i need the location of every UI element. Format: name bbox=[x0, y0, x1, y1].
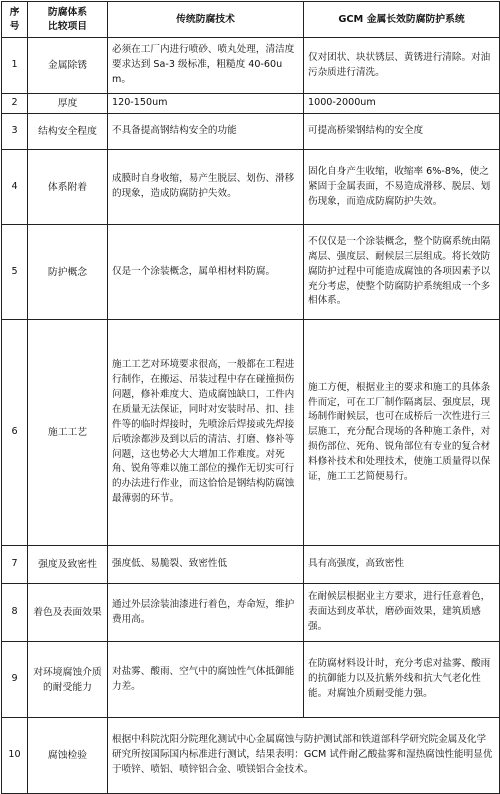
row-item: 厚度 bbox=[28, 94, 108, 114]
table-row bbox=[2, 642, 500, 718]
row-item: 施工工艺 bbox=[28, 320, 108, 546]
row-no: 8 bbox=[2, 584, 28, 642]
row-gcm: 可提高桥梁钢结构的安全度 bbox=[304, 114, 500, 150]
row-traditional: 必须在工厂内进行喷砂、喷丸处理，清洁度要求达到 Sa-3 级标准，粗糙度 40-60um。 bbox=[108, 38, 304, 94]
row-gcm: 在耐候层根据业主方要求，进行任意着色，表面达到皮革状，磨砂面效果，建筑质感强。 bbox=[304, 584, 500, 642]
header-gcm: GCM 金属长效防腐防护系统 bbox=[304, 2, 500, 38]
row-gcm: 1000-2000um bbox=[304, 94, 500, 114]
row-no: 4 bbox=[2, 150, 28, 225]
row-traditional: 施工工艺对环境要求很高，一般都在工程进行制作，在搬运、吊装过程中存在碰撞损伤问题，修补难度大、造成腐蚀缺口，工件内在质量无法保证，同时对安装时吊、扣、挂件等的临时焊接时，先喷涂后焊接或先焊接后喷涂都涉及到以后的清洁、打磨、修补等问题，这也势必大大增加工作难度。对死角、锐角等难以施工部位的操作无切实可行的办法进行作业，而这恰恰是钢结构防腐蚀最薄弱的环节。 bbox=[108, 320, 304, 546]
header-no: 序 号 bbox=[2, 2, 28, 38]
comparison-table bbox=[1, 1, 500, 794]
row-no: 10 bbox=[2, 718, 28, 794]
row-traditional: 成膜时自身收缩，易产生脱层、划伤、滑移的现象，造成防腐防护失效。 bbox=[108, 150, 304, 225]
table-row bbox=[2, 718, 500, 794]
header-row bbox=[2, 2, 500, 38]
table-row bbox=[2, 38, 500, 94]
table-row bbox=[2, 320, 500, 546]
row-item: 体系附着 bbox=[28, 150, 108, 225]
row-traditional: 强度低、易脆裂、致密性低 bbox=[108, 546, 304, 584]
row-traditional: 不具备提高钢结构安全的功能 bbox=[108, 114, 304, 150]
table-row bbox=[2, 584, 500, 642]
table-row bbox=[2, 114, 500, 150]
table-row bbox=[2, 94, 500, 114]
row-item: 腐蚀检验 bbox=[28, 718, 108, 794]
row-item: 着色及表面效果 bbox=[28, 584, 108, 642]
row-item: 结构安全程度 bbox=[28, 114, 108, 150]
row-item: 对环境腐蚀介质的耐受能力 bbox=[28, 642, 108, 718]
row-no: 3 bbox=[2, 114, 28, 150]
row-gcm: 具有高强度，高致密性 bbox=[304, 546, 500, 584]
row-traditional: 对盐雾、酸雨、空气中的腐蚀性气体抵御能力差。 bbox=[108, 642, 304, 718]
table-row bbox=[2, 150, 500, 225]
row-gcm: 固化自身产生收缩，收缩率 6%-8%，使之紧固于金属表面，不易造成滑移、脱层、划伤现象，而造成防腐防护失效。 bbox=[304, 150, 500, 225]
header-traditional: 传统防腐技术 bbox=[108, 2, 304, 38]
row-no: 2 bbox=[2, 94, 28, 114]
row-traditional: 通过外层涂装油漆进行着色，寿命短，维护费用高。 bbox=[108, 584, 304, 642]
row-gcm: 仅对团状、块状锈层、黄锈进行清除。对油污杂质进行清洗。 bbox=[304, 38, 500, 94]
row-no: 6 bbox=[2, 320, 28, 546]
row-gcm: 在防腐材料设计时，充分考虑对盐雾、酸雨的抗御能力以及抗紫外线和抗大气老化性能。对腐蚀介质耐受能力强。 bbox=[304, 642, 500, 718]
row-item: 防护概念 bbox=[28, 225, 108, 320]
row-gcm: 不仅仅是一个涂装概念，整个防腐系统由隔离层、强度层、耐候层三层组成。将长效防腐防护过程中可能造成腐蚀的各项因素予以充分考虑，使整个防腐防护系统组成一个多相体系。 bbox=[304, 225, 500, 320]
row-merged-result: 根据中科院沈阳分院理化测试中心金属腐蚀与防护测试部和铁道部科学研究院金属及化学研究所按国际国内标准进行测试，结果表明：GCM 试件耐乙酸盐雾和湿热腐蚀性能明显优于喷锌、喷铝、喷锌铝合金、喷镁铝合金技术。 bbox=[108, 718, 500, 794]
row-no: 1 bbox=[2, 38, 28, 94]
table-row bbox=[2, 546, 500, 584]
row-no: 5 bbox=[2, 225, 28, 320]
table-row bbox=[2, 225, 500, 320]
row-traditional: 仅是一个涂装概念，属单相材料防腐。 bbox=[108, 225, 304, 320]
row-gcm: 施工方便，根据业主的要求和施工的具体条件而定，可在工厂制作隔离层、强度层，现场制作耐候层，也可在成桥后一次性进行三层施工，充分配合现场的各种施工条件，对损伤部位、死角、锐角部位有专业的复合材料修补技术和处理技术，使施工质量得以保证，施工工艺简便易行。 bbox=[304, 320, 500, 546]
row-item: 金属除锈 bbox=[28, 38, 108, 94]
row-item: 强度及致密性 bbox=[28, 546, 108, 584]
header-item: 防腐体系 比较项目 bbox=[28, 2, 108, 38]
row-no: 7 bbox=[2, 546, 28, 584]
row-no: 9 bbox=[2, 642, 28, 718]
row-traditional: 120-150um bbox=[108, 94, 304, 114]
